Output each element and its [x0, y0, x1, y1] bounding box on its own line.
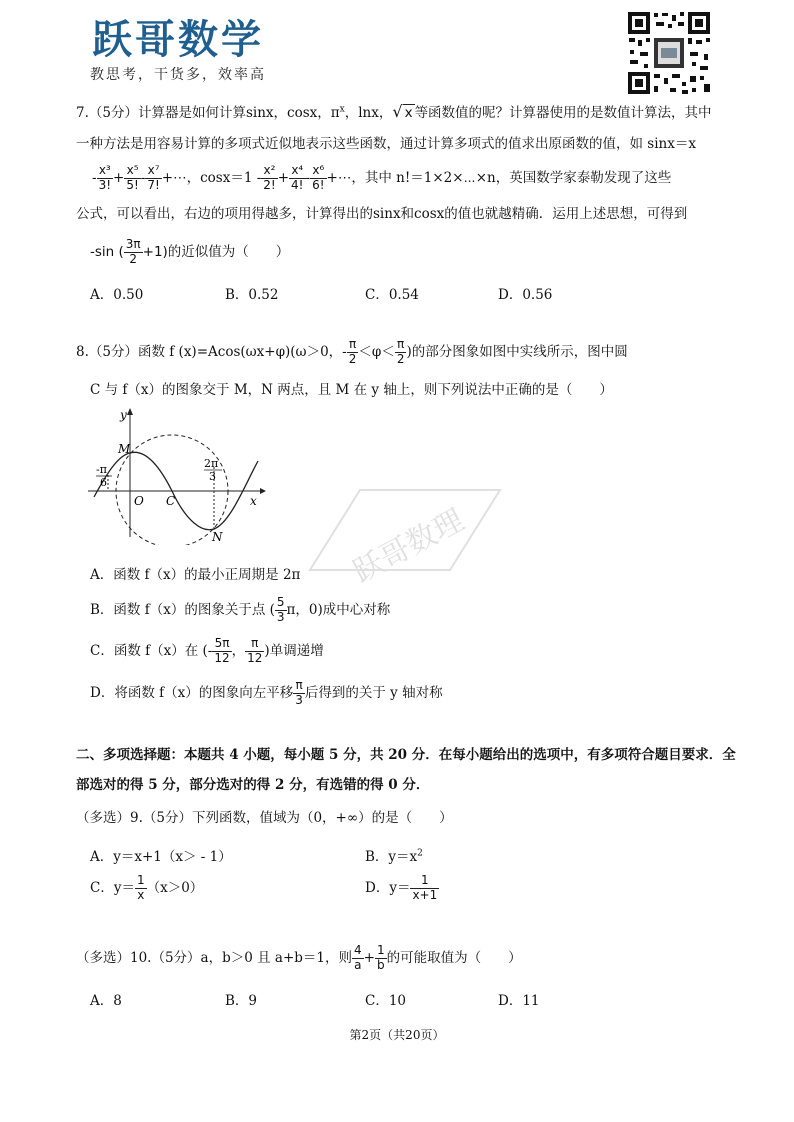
section2-heading-line-2: 部选对的得 5 分，部分选对的得 2 分，有选错的得 0 分． — [76, 777, 430, 793]
graph-label-y: y — [120, 408, 127, 422]
section2-heading-line-1: 二、多项选择题：本题共 4 小题，每小题 5 分，共 20 分．在每小题给出的选项中，有多项符合题目要求．全 — [76, 747, 736, 763]
q8-option-b[interactable]: B．函数 f（x）的图象关于点 ( $\frac{5}{3}$ π，0)成中心对称 — [90, 595, 391, 624]
q9-option-a[interactable]: A．y＝x+1（x＞ - 1） — [90, 849, 232, 865]
qr-code-icon — [626, 10, 712, 96]
q8-option-d[interactable]: D．将函数 f（x）的图象向左平移 $\frac{\pi}{3}$ 后得到的关于 y 轴对称 — [90, 678, 443, 707]
brand-logo-text: 跃哥数学 — [92, 17, 264, 63]
watermark-text: 跃哥数理 — [347, 502, 470, 590]
q7-line-4: 公式，可以看出，右边的项用得越多，计算得出的sinx和cosx的值也就越精确．运用上述思想，可得到 — [76, 206, 688, 222]
q7-line-3: - $\frac{\text{x³}}{3!}$ + $\frac{\text{x⁵}}{5!}$ - $\frac{\text{x⁷}}{7!}$ +⋯，cosx＝1 - $\frac{\text{x²}}{2!}$ + $\frac{\text{x⁴}}{4!}$ - $\frac{\text{x⁶}}{6!}$ +⋯，其中 n!＝1×2×⋯×n，英国数学家泰勒发现了这些 — [92, 163, 672, 192]
q10-option-b[interactable]: B．9 — [225, 993, 258, 1009]
brand-slogan: 教思考，干货多，效率高 — [90, 67, 266, 83]
q7-option-b[interactable]: B．0.52 — [225, 287, 279, 303]
q8-line-1: 8.（5分）函数 f (x)=Acos(ωx+φ)(ω＞0，- $\frac{\pi}{2}$ ＜φ＜ $\frac{\pi}{2}$ )的部分图象如图中实线所示，图中圆 — [76, 337, 628, 366]
function-graph — [84, 405, 274, 545]
graph-label-c: C — [166, 494, 176, 508]
watermark-stamp — [300, 470, 510, 590]
q7-option-a[interactable]: A．0.50 — [90, 287, 144, 303]
q9-option-c[interactable]: C．y＝ $\frac{1}{x}$ （x＞0） — [90, 873, 204, 902]
graph-label-n: N — [212, 530, 223, 544]
q10-stem: （多选）10.（5分）a，b＞0 且 a+b＝1，则 $\frac{4}{a}$ + $\frac{1}{b}$ 的可能取值为（ ） — [76, 943, 522, 972]
sqrt-icon: √ — [392, 102, 403, 121]
q10-option-d[interactable]: D．11 — [498, 993, 540, 1009]
q7-line-2: 一种方法是用容易计算的多项式近似地表示这些函数，通过计算多项式的值求出原函数的值，如 sinx＝x — [76, 136, 696, 152]
graph-label-o: O — [134, 494, 144, 508]
q8-line-2: C 与 f（x）的图象交于 M，N 两点，且 M 在 y 轴上，则下列说法中正确的是（ ） — [90, 382, 613, 398]
q9-stem: （多选）9.（5分）下列函数，值域为（0，+∞）的是（ ） — [76, 810, 453, 826]
q7-line-5: -sin ( $\frac{3\pi}{2}$ +1)的近似值为（ ） — [90, 237, 290, 266]
q8-option-c[interactable]: C．函数 f（x）在 (- $\frac{5\pi}{12}$ ， $\frac{\pi}{12}$ )单调递增 — [90, 636, 324, 665]
graph-label-neg-pi: -π — [96, 463, 107, 476]
q10-option-c[interactable]: C．10 — [365, 993, 407, 1009]
q7-line-1: 7.（5分）计算器是如何计算sinx，cosx，$\pi^x$，lnx，√ x 等函数值的呢？计算器使用的是数值计算法，其中 — [76, 102, 712, 121]
q9-option-b[interactable]: B．$y=x^2$ — [365, 848, 423, 865]
q7-option-c[interactable]: C．0.54 — [365, 287, 419, 303]
q9-option-d[interactable]: D．y＝ $\frac{1}{x+1}$ — [365, 873, 438, 902]
q7-option-d[interactable]: D．0.56 — [498, 287, 553, 303]
graph-label-two-pi: 2π — [204, 457, 219, 470]
q10-option-a[interactable]: A．8 — [90, 993, 122, 1009]
page-footer: 第2页（共20页） — [349, 1028, 445, 1042]
graph-label-m: M — [118, 442, 131, 456]
graph-label-x: x — [250, 494, 257, 508]
graph-label-three: 3 — [209, 470, 216, 483]
q8-option-a[interactable]: A．函数 f（x）的最小正周期是 2π — [90, 567, 301, 583]
graph-label-six: 6 — [100, 476, 107, 489]
